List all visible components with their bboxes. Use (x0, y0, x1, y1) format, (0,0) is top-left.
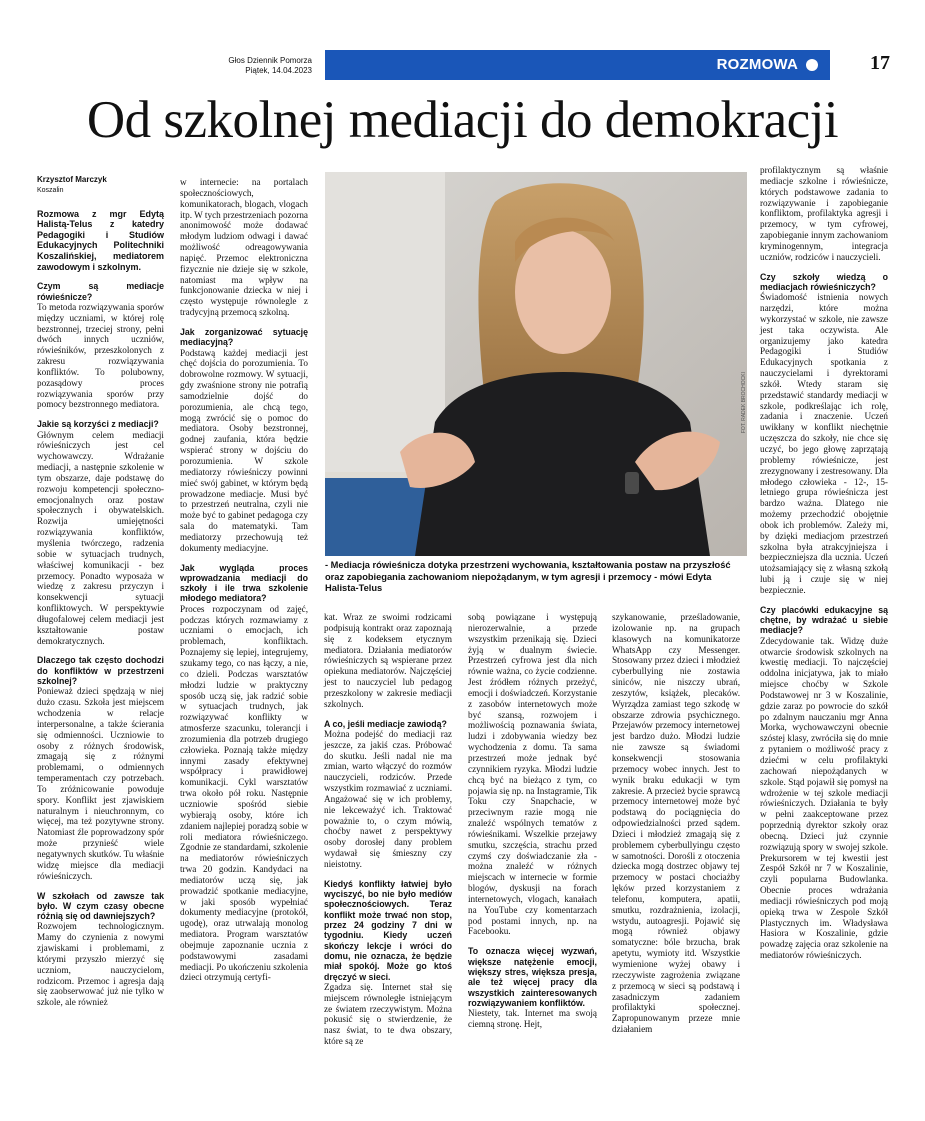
column-2 (180, 177, 308, 983)
answer: Proces rozpoczynam od zajęć, podczas których rozmawiamy z uczniami o emocjach, ich problemach, konfliktach. Poznajemy się lepiej, integrujemy, szukamy tego, co nas łączy, a nie, co dzieli. Podczas warsztatów młodzi ludzie w praktyczny sposób uczą się, jak radzić sobie w sytuacjach trudnych, jak rozwiązywać konflikty w atmosferze szacunku, tolerancji i zrozumienia dla potrzeb drugiego człowieka. Poznają także między innymi zasady efektywnej współpracy i prawidłowej komunikacji. Cykl warsztatów trwa około pół roku. Następnie uczniowie spośród siebie wybierają osoby, które ich zdaniem najlepiej poradzą sobie w roli mediatora rówieśniczego. Zgodnie ze standardami, szkolenie na mediatorów rówieśniczych trwa 20 godzin. Kandydaci na mediatorów uczą się, jak prowadzić spotkanie mediacyjne, w jaki sposób wypełniać dokumenty mediacyjne (protokół, ugodę), oraz utrwalają monolog mediatora. Program warsztatów obejmuje zapoznanie ucznia z podstawowymi zasadami mediacji. Po ukończeniu szkolenia dzieci otrzymują certyfi- (180, 603, 308, 983)
column-5 (612, 612, 740, 1035)
answer: Można podejść do mediacji raz jeszcze, za jakiś czas. Próbować do skutku. Jeśli nadal nie ma zmian, warto włączyć do rozmów nauczycieli, rodziców. Przede wszystkim rozmawiać z uczniami. Angażować się w ich problemy, nie lekceważyć ich. Traktować poważnie to, o czym mówią, choćby nawet z perspektywy osoby dorosłej dany problem wydawał się śmieszny czy nieistotny. (324, 728, 452, 870)
question: Jakie są korzyści z mediacji? (37, 419, 159, 430)
question: Kiedyś konflikty łatwiej było wyciszyć, bo nie było mediów społecznościowych. Teraz konflikt może trwać non stop, przez 24 godziny 7 dni w tygodniu. Kiedy uczeń skończy lekcje i wróci do domu, nie oznacza, że będzie miał spokój. Może go ktoś dręczyć w sieci. (324, 878, 452, 982)
masthead-info (182, 56, 312, 76)
question: A co, jeśli mediacje zawiodą? (324, 718, 447, 729)
answer: Ponieważ dzieci spędzają w niej dużo czasu. Szkoła jest miejscem wchodzenia w relacje interpersonalne, a także ścierania się odmienności. Uczniowie to osoby z różnych środowisk, zmagają się z różnymi problemami, o odmiennych temperamentach czy potrzebach. To zróżnicowanie powoduje spory. Konflikt jest zjawiskiem naturalnym i nieuchronnym, co więcej, ma też pozytywne strony. Natomiast źle poprowadzony spór może przynieść wiele negatywnych skutków. Tu właśnie widzę miejsce dla mediacji rówieśniczych. (37, 686, 164, 881)
answer: w internecie: na portalach społecznościowych, komunikatorach, blogach, vlogach itp. W tych przestrzeniach pozorna anonimowość może dodawać młodym ludziom odwagi i dawać możliwość odreagowywania napięć. Przemoc elektroniczna fizycznie nie dzieje się w szkole, natomiast ma wpływ na funkcjonowanie dziecka w niej i często występuje równolegle z tradycyjną przemocą szkolną. (180, 177, 308, 318)
question: Czy szkoły wiedzą o mediacjach rówieśniczych? (760, 271, 888, 292)
page-number: 17 (870, 52, 890, 74)
headline: Od szkolnej mediacji do demokracji (86, 91, 839, 149)
author-city: Koszalin (37, 186, 64, 194)
publication-date: Piątek, 14.04.2023 (245, 66, 312, 75)
question: W szkołach od zawsze tak było. W czym czasy obecne różnią się od dawniejszych? (37, 890, 164, 922)
photo-caption: - Mediacja rówieśnicza dotyka przestrzeni wychowania, kształtowania postaw na przyszłość oraz zapobiegania zachowaniom niepożądanym, w tym agresji i przemocy - mówi Edyta Halista-Telus (325, 560, 731, 593)
author-name: Krzysztof Marczyk (37, 175, 107, 184)
publication-name: Głos Dziennik Pomorza (228, 56, 312, 65)
question: Czy placówki edukacyjne są chętne, by wdrażać u siebie mediacje? (760, 604, 888, 636)
question: Dlaczego tak często dochodzi do konfliktów w przestrzeni szkolnej? (37, 655, 164, 687)
answer: Podstawą każdej mediacji jest chęć dojścia do porozumienia. To dobrowolne rozmowy. W sytuacji, gdy zwaśnione strony nie potrafią samodzielnie dojść do porozumienia, ale chcą tego, mogą zwrócić się o pomoc do mediatora. Osoby bezstronnej, godnej zaufania, która będzie wspierać strony w dojściu do porozumienia. W szkole mediatorzy rówieśniczy powinni mieć swój gabinet, w którym będą prowadzone mediacje. Musi być to przestrzeń neutralna, czyli nie może być to gabinet pedagoga czy sala do matematyki. Tam mediatorzy przechowują też dokumenty mediacyjne. (180, 347, 308, 553)
question: Jak zorganizować sytuację mediacyjną? (180, 326, 308, 348)
photo-credit: FOT. RADEK BROCHOCKI (741, 372, 747, 434)
answer: szykanowanie, prześladowanie, izolowanie np. na grupach klasowych na komunikatorze WhatsApp czy Messenger. Stosowany przez dzieci i młodzież cyberbullying nie zostawia siniców, nie niszczy ubrań, zeszytów, książek, plecaków. Wyrządza zamiast tego szkodę w obszarze zdrowia psychicznego. Przejawów przemocy internetowej jest bardzo dużo. Młodzi ludzie nie zawsze są świadomi konsekwencji stosowania przemocy wobec innych. Jest to wynik braku edukacji w tym zakresie. A przecież bycie sprawcą przemocy internetowej może być podstawą do pociągnięcia do odpowiedzialności przed sądem. Dzieci i młodzież zmagają się z problemem cyberbullyingu często w samotności. Dorośli z otoczenia dziecka mogą dostrzec objawy tej przemocy w postaci chociażby lęków przed korzystaniem z telefonu, komputera, apatii, smutku, rozdrażnienia, izolacji, wstydu, autoagresji. Pojawić się mogą również objawy somatyczne: bóle brzucha, brak apetytu, wymioty itd. Wszystkie wymienione wyżej obawy i rzeczywiste zagrożenia związane z przemocą w sieci są podstawą i zasadniczym zadaniem profilaktyki społecznej. Zapropunowanym przeze mnie działaniem (612, 612, 740, 1035)
answer: profilaktycznym są właśnie mediacje szkolne i rówieśnicze, których podstawowe zadania to rozwiązywanie i zapobieganie konfliktom, profilaktyka agresji i przemocy, w tym cyfrowej, zapobieganie innym zachowaniom kryminogennym, integracja uczniów, rodziców i nauczycieli. (760, 165, 888, 262)
section-dot-icon (806, 59, 818, 71)
answer: Świadomość istnienia nowych narzędzi, które można wykorzystać w szkole, nie zawsze jest taka oczywista. Ale organizujemy jako katedra Pedagogiki i Studiów Edukacyjnych spotkania z nauczycielami i dyrektorami szkół. Wtedy staram się przedstawić standardy mediacji w szkole, podkreślając ich rolę, zadania i znaczenie. Uczeń uwikłany w konflikt niechętnie uczęszcza do szkoły, nie chce się uczyć, bo jego głowę zaprzątają problemy rówieśnicze, jest zrezygnowany i zestresowany. Dla młodego człowieka - 12-, 15-letniego grupa rówieśnicza jest bardzo ważna. Dlatego nie możemy przechodzić obojętnie obok ich problemów. Zależy mi, by dzięki mediacjom przestrzeń szkolna była atrakcyjniejsza i bezpieczniejsza dla ucznia. Uczeń utożsamiający się z własną szkołą lubi ją i czuje się w niej bezpiecznie. (760, 292, 888, 595)
section-label: ROZMOWA (716, 56, 798, 73)
answer: Rozwojem technologicznym. Mamy do czynienia z nowymi zjawiskami i problemami, z którymi przyszło mierzyć się uczniom, nauczycielom, rodzicom. Przemoc i agresja dają się zaobserwować już nie tylko w szkole, ale również (37, 921, 164, 1008)
lead-paragraph: Rozmowa z mgr Edytą Halistą-Telus z katedry Pedagogiki i Studiów Edukacyjnych Politechniki Koszalińskiej, mediatorem zawodowym i szkolnym. (37, 208, 164, 272)
section-bar (325, 50, 830, 80)
answer: Zdecydowanie tak. Widzę duże otwarcie środowisk szkolnych na kwestię mediacji. To najczęściej oddolna inicjatywa, jak to miało miejsce choćby w Szkole Podstawowej nr 3 w Koszalinie, gdzie zaraz po powrocie do szkół po zdalnym nauczaniu mgr Anna Morka, wychowawczyni obecnie szóstej klasy, zwróciła się do mnie z pytaniem o możliwość pracy z dziećmi w celu profilaktyki zachowań niepożądanych w szkole. Stąd pojawił się pomysł na wdrożenie w tej szkole mediacji rówieśniczych. Działania te były w pełni zaakceptowane przez poprzednią dyrektor szkoły oraz obecną. Dzieci już czynnie rozwiązują spory w swojej szkole. Prekursorem w tej kwestii jest Zespół Szkół nr 7 w Koszalinie, czyli popularna Budowlanka. Obecnie proces wdrażania mediacji rówieśniczych pod moją opieką trwa w Zespole Szkół Plastycznych im. Władysława Hasiora w Koszalinie, gdzie powadzę zajęcia oraz szkolenie na mediatorów rówieśniczych. (760, 635, 888, 961)
question: To oznacza więcej wyzwań, większe natężenie emocji, większy stres, większa presja, ale też więcej pracy dla wszystkich zainteresowanych rozwiązywaniem konfliktów. (468, 946, 597, 1008)
column-3 (324, 612, 452, 1047)
interview-photo (325, 172, 747, 556)
answer: To metoda rozwiązywania sporów między uczniami, w której rolę bezstronnej, trzeciej strony, pełni dwóch innych uczniów, rówieśników, przeszkolonych z zakresu rozwiązywania konfliktów. To polubowny, pozasądowy proces rozwiązywania sporów przy pomocy bezstronnego mediatora. (37, 301, 164, 410)
column-4 (468, 612, 597, 1030)
answer: Niestety, tak. Internet ma swoją ciemną stronę. Hejt, (468, 1008, 597, 1029)
answer: Zgadza się. Internet stał się miejscem równoległe istniejącym ze światem rzeczywistym. Można pokusić się o stwierdzenie, że nasz świat, to te dwa obszary, które są ze (324, 981, 452, 1047)
photo-illustration (325, 172, 747, 556)
question: Czym są mediacje rówieśnicze? (37, 281, 164, 302)
question: Jak wygląda proces wprowadzania mediacji do szkoły i ile trwa szkolenie młodego mediatora? (180, 562, 308, 604)
column-1 (37, 175, 164, 1008)
answer: kat. Wraz ze swoimi rodzicami podpisują kontrakt oraz zapoznają się z kodeksem etycznym mediatora. Działania mediatorów rówieśniczych są wspierane przez opiekuna mediatorów. Najczęściej jest to nauczyciel lub pedagog przeszkolony w zakresie mediacji szkolnych. (324, 612, 452, 709)
answer: Głównym celem mediacji rówieśniczych jest cel wychowawczy. Wdrażanie mediacji, a następnie szkolenie w tym obszarze, daje podstawę do rozwoju kompetencji społeczno-emocjonalnych oraz postaw społecznych i obywatelskich. Rozwija umiejętności rozwiązywania konfliktów, myślenia twórczego, radzenia sobie w sytuacjach trudnych, właściwej komunikacji - bez przemocy. Ponadto wyposaża w wiedzę z zakresu przyczyn i konsekwencji sytuacji konfliktowych. W perspektywie długofalowej celem mediacji jest kształtowanie postaw demokratycznych. (37, 429, 164, 646)
column-6 (760, 165, 888, 961)
answer: sobą powiązane i występują nierozerwalnie, a przede wszystkim przenikają się. Dzieci żyją w dualnym świecie. Przestrzeń cyfrowa jest dla nich równie ważna, co życie codzienne. Jest źródłem różnych przeżyć, emocji i doświadczeń. Korzystanie z zasobów internetowych może być szansą, rozwojem i możliwością poznawania świata, ludzi i zdobywania wiedzy bez wychodzenia z domu. Ta sama przestrzeń może jednak być czynnikiem ryzyka. Młodzi ludzie chcą być na bieżąco z tym, co pojawia się np. na Instagramie, Tik Toku czy Snapchacie, w przeciwnym razie mogą nie znaleźć wspólnych tematów z rówieśnikami. Wszelkie przejawy smutku, szczęścia, strachu przed czymś czy doświadczanie zła - można znaleźć w różnych miejscach w internecie w formie blogów, dyskusji na forach internetowych, vlogach, kanałach na YouTube czy komentarzach pod postami innych, np. na Facebooku. (468, 612, 597, 937)
